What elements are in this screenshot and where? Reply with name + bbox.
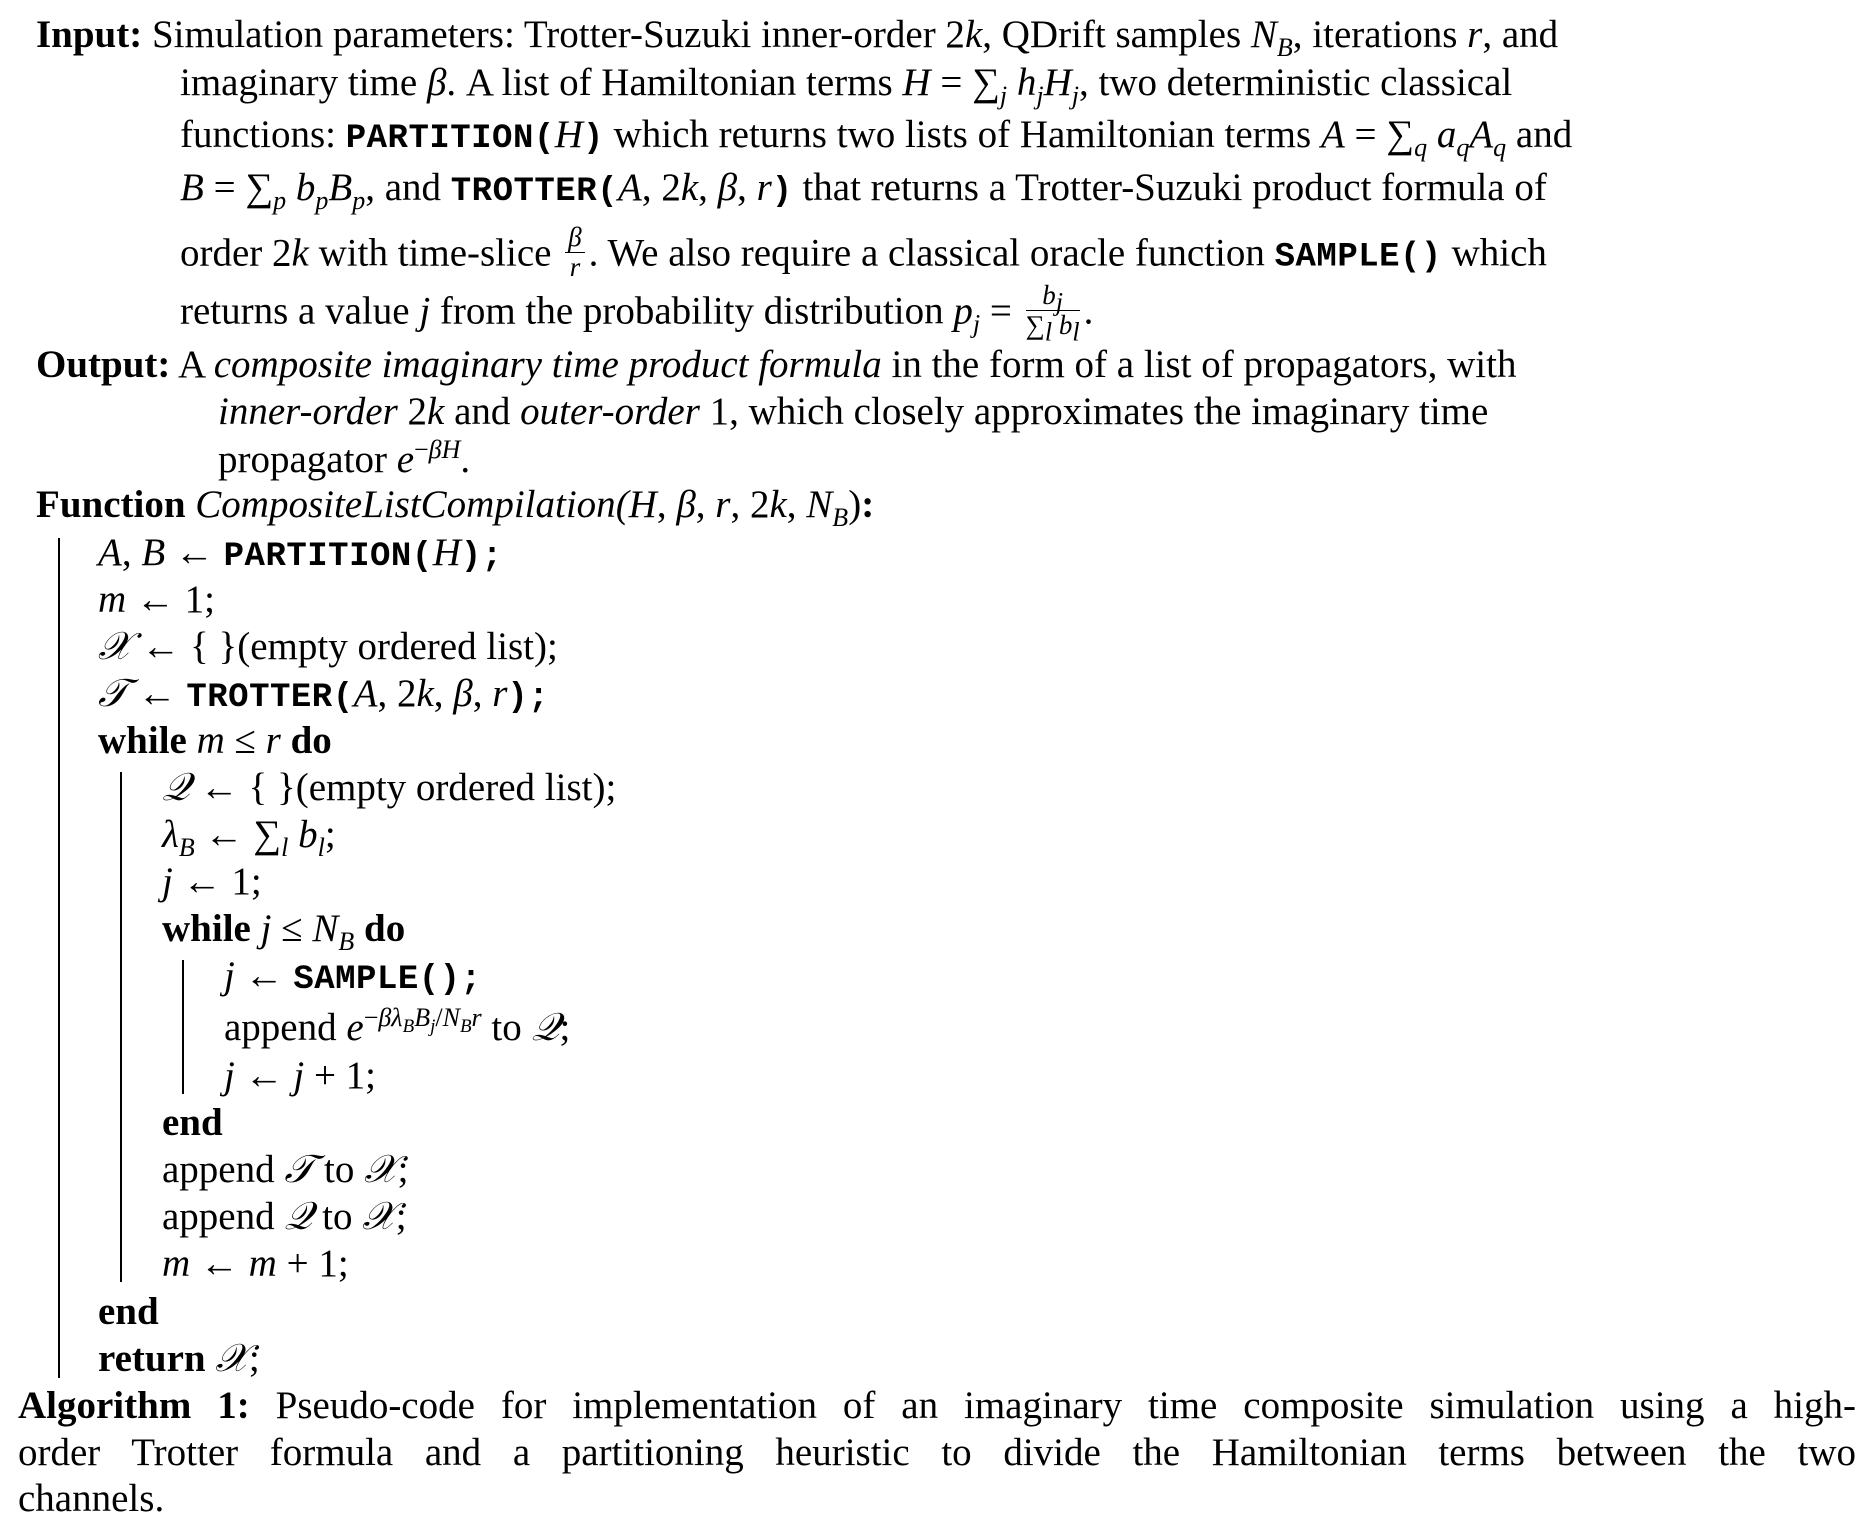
input-line-5: order 2k with time-slice $\frac{\beta}{r}$ . We also require a classical oracle function SAMPLE() which — [180, 222, 1547, 282]
code-line-lambda: $\lambda_B$ ← $\sum_l$ $b_l$; — [162, 813, 336, 862]
code-line-end-inner: end — [162, 1101, 223, 1144]
input-line-1: Input: Simulation parameters: Trotter-Suzuki inner-order 2k, QDrift samples $N_B$, iterations r, and — [36, 13, 1559, 62]
caption-label: Algorithm 1: — [18, 1384, 250, 1427]
caption-line-3: channels. — [18, 1477, 165, 1520]
input-line-2: imaginary time β. A list of Hamiltonian terms $H = \sum_j$ $h_jH_j$, two deterministic classical — [180, 61, 1513, 110]
code-line-sample: j ← SAMPLE(); — [224, 954, 482, 999]
outer-while-block-rule — [120, 772, 122, 1282]
caption-line-1: Algorithm 1: Pseudo-code for implementation of an imaginary time composite simulation using a high- — [18, 1384, 1857, 1427]
inner-while-block-rule — [182, 960, 184, 1094]
function-header: Function CompositeListCompilation(H, β, r, 2k, $N_B$): — [36, 483, 875, 532]
code-line-append-exp: append $e^{-\beta\lambda_BB_j/N_Br}$ to 𝒬; — [224, 1003, 571, 1050]
code-line-end-outer: end — [98, 1290, 159, 1333]
output-label: Output: — [36, 343, 171, 386]
function-name: CompositeListCompilation — [195, 483, 616, 526]
function-block-rule — [58, 538, 60, 1378]
output-line-1: Output: A composite imaginary time product formula in the form of a list of propagators, with — [36, 343, 1517, 386]
code-line-inner-while: while $j \le N_B$ do — [162, 907, 406, 956]
input-line-4: $B = \sum_p$ $b_pB_p$, and TROTTER(A, 2k, β, r) that returns a Trotter-Suzuki product formula of — [180, 166, 1547, 215]
input-line-3: functions: PARTITION(H) which returns two lists of Hamiltonian terms $A = \sum_q$ $a_qA_q$ and — [180, 113, 1573, 162]
code-line-init-j: j ← 1; — [162, 860, 262, 903]
input-label: Input: — [36, 13, 143, 56]
code-line-outer-while: while m ≤ r do — [98, 719, 332, 762]
code-line-increment-m: m ← m + 1; — [162, 1242, 349, 1285]
code-line-append-q: append 𝒬 to 𝒳; — [162, 1194, 407, 1239]
code-line-partition: A, B ← PARTITION(H); — [98, 531, 503, 576]
code-line-init-m: m ← 1; — [98, 578, 216, 621]
code-line-init-x: 𝒳 ← { }(empty ordered list); — [98, 624, 558, 669]
input-line-6: returns a value j from the probability distribution $p_j$ = $\frac{b_j}{\sum_l b_l}$ . — [180, 280, 1094, 347]
function-keyword: Function — [36, 483, 186, 526]
code-line-return: return 𝒳; — [98, 1336, 260, 1381]
output-line-3: propagator $e^{-\beta H}$. — [218, 435, 471, 481]
code-line-append-t: append 𝒯 to 𝒳; — [162, 1147, 409, 1192]
code-line-init-q: 𝒬 ← { }(empty ordered list); — [162, 765, 617, 810]
output-line-2: inner-order 2k and outer-order 1, which closely approximates the imaginary time — [218, 390, 1489, 433]
caption-line-2: order Trotter formula and a partitioning heuristic to divide the Hamiltonian terms between the two — [18, 1431, 1856, 1474]
code-line-increment-j: j ← j + 1; — [224, 1054, 377, 1097]
code-line-trotter: 𝒯 ← TROTTER(A, 2k, β, r); — [98, 671, 550, 717]
